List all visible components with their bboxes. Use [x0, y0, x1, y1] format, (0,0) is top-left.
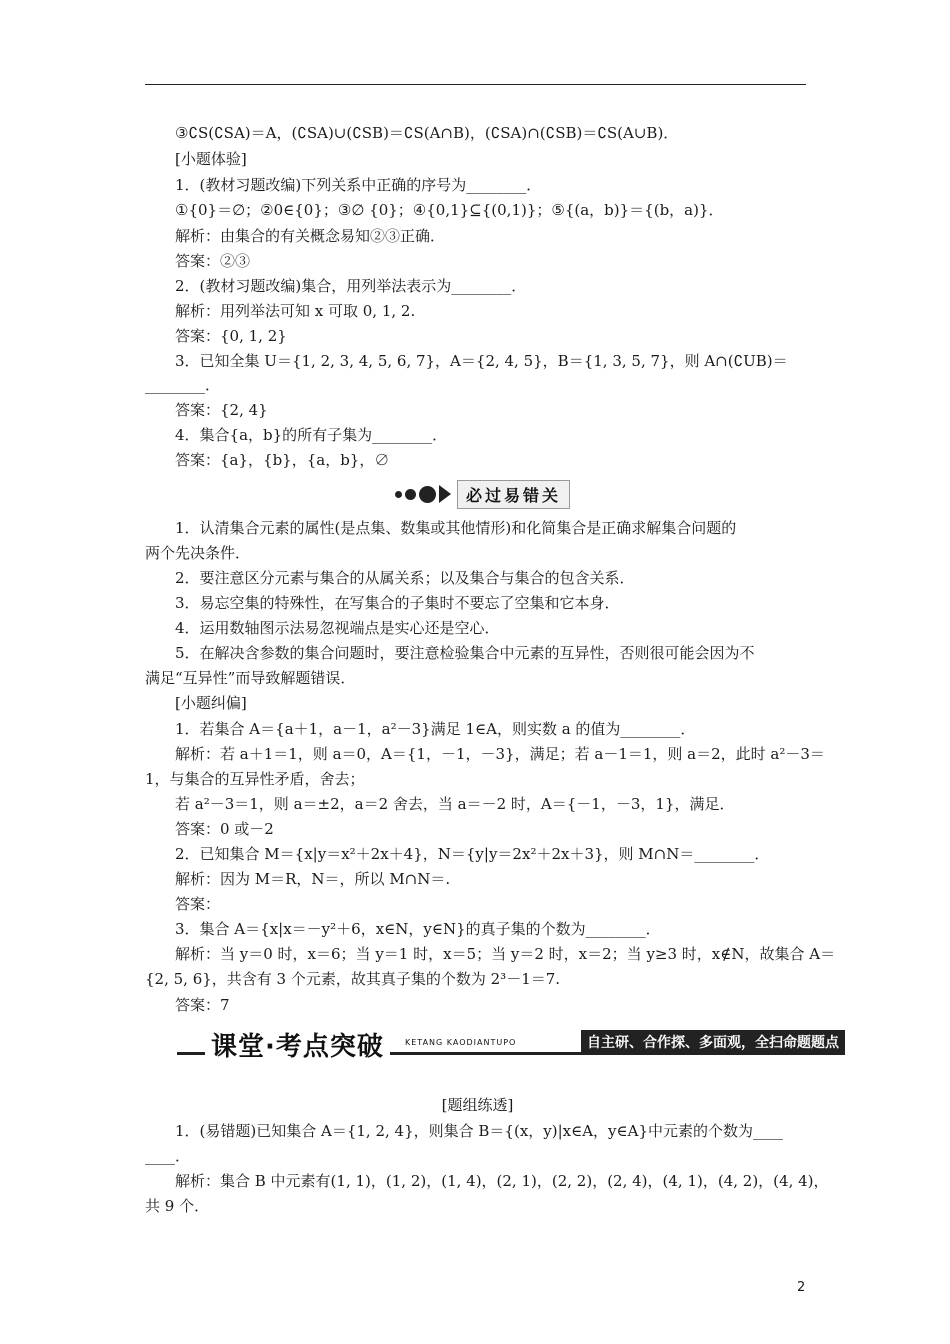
answer: 答案：7 [175, 996, 230, 1014]
solution: 解析：当 y＝0 时，x＝6；当 y＝1 时，x＝5；当 y＝2 时，x＝2；当 y≥3 时，x∉N，故集合 A＝ [175, 945, 836, 963]
solution: 解析：若 a＋1＝1，则 a＝0，A＝{1，－1，－3}，满足；若 a－1＝1，则 a＝2，此时 a²－3＝ [175, 745, 825, 763]
dot-icon [419, 486, 436, 503]
text-line: 2．要注意区分元素与集合的从属关系；以及集合与集合的包含关系． [175, 569, 635, 587]
solution: 若 a²－3＝1，则 a＝±2，a＝2 舍去，当 a＝－2 时，A＝{－1，－3，1}，满足． [175, 795, 735, 813]
question: 2．已知集合 M＝{x|y＝x²＋2x＋4}，N＝{y|y＝2x²＋2x＋3}，则 M∩N＝________． [175, 845, 770, 863]
solution: 解析：因为 M＝R，N＝，所以 M∩N＝. [175, 870, 451, 888]
answer: 答案：{a}，{b}，{a，b}，∅ [175, 451, 390, 469]
question: 1．(教材习题改编)下列关系中正确的序号为________． [175, 176, 542, 194]
section-heading: [题组练透] [441, 1096, 514, 1114]
solution-cont: 共 9 个． [145, 1197, 210, 1215]
question-cont: ________． [145, 376, 221, 394]
solution: 解析：用列举法可知 x 可取 0, 1, 2. [175, 302, 416, 320]
error-section-banner [395, 481, 570, 507]
solution-cont: {2, 5, 6}，共含有 3 个元素，故其真子集的个数为 2³－1＝7. [145, 970, 561, 988]
text-line: ③∁S(∁SA)＝A，(∁SA)∪(∁SB)＝∁S(A∩B)，(∁SA)∩(∁SB)＝∁S(A∪B)． [175, 124, 679, 142]
text-line: 满足“互异性”而导致解题错误． [145, 669, 356, 687]
answer: 答案：{0, 1, 2} [175, 327, 287, 345]
question: 2．(教材习题改编)集合，用列举法表示为________． [175, 277, 527, 295]
classroom-banner [177, 1028, 845, 1060]
solution: 解析：由集合的有关概念易知②③正确． [175, 227, 446, 245]
question-cont: ____． [145, 1147, 191, 1165]
text-line: 5．在解决含参数的集合问题时，要注意检验集合中元素的互异性，否则很可能会因为不 [175, 644, 755, 662]
banner-title: 必过易错关 [457, 480, 570, 509]
answer: 答案：{2, 4} [175, 401, 268, 419]
solution-cont: 1，与集合的互异性矛盾，舍去； [145, 770, 365, 788]
text-line: 1．认清集合元素的属性(是点集、数集或其他情形)和化简集合是正确求解集合问题的 [175, 519, 737, 537]
banner-title: 课堂·考点突破 [205, 1026, 390, 1063]
question: 3．集合 A＝{x|x＝－y²＋6，x∈N，y∈N}的真子集的个数为________． [175, 920, 661, 938]
question: 4．集合{a，b}的所有子集为________． [175, 426, 448, 444]
section-heading: [小题纠偏] [175, 694, 247, 712]
question: 1．若集合 A＝{a＋1，a－1，a²－3}满足 1∈A，则实数 a 的值为________． [175, 720, 696, 738]
text-line: 4．运用数轴图示法易忽视端点是实心还是空心． [175, 619, 500, 637]
question: 3．已知全集 U＝{1, 2, 3, 4, 5, 6, 7}，A＝{2, 4, 5}，B＝{1, 3, 5, 7}，则 A∩(∁UB)＝ [175, 352, 788, 370]
text-line: 两个先决条件． [145, 544, 251, 562]
text-line: 3．易忘空集的特殊性，在写集合的子集时不要忘了空集和它本身． [175, 594, 620, 612]
banner-slogan: 自主研、合作探、多面观，全扫命题题点 [581, 1030, 845, 1054]
header-rule [145, 84, 806, 85]
answer: 答案：0 或－2 [175, 820, 274, 838]
answer: 答案：②③ [175, 252, 251, 270]
question: 1．(易错题)已知集合 A＝{1, 2, 4}，则集合 B＝{(x，y)|x∈A，y∈A}中元素的个数为____ [175, 1122, 784, 1140]
solution: 解析：集合 B 中元素有(1, 1)，(1, 2)，(1, 4)，(2, 1)，(2, 2)，(2, 4)，(4, 1)，(4, 2)，(4, 4)， [175, 1172, 829, 1190]
page-number: 2 [797, 1280, 806, 1295]
arrow-icon [439, 485, 451, 503]
answer: 答案： [175, 895, 221, 913]
dot-icon [395, 491, 402, 498]
section-heading: [小题体验] [175, 150, 247, 168]
text-line: ①{0}＝∅；②0∈{0}；③∅ {0}；④{0,1}⊆{(0,1)}；⑤{(a，b)}＝{(b，a)}． [175, 201, 724, 219]
banner-pinyin: KETANG KAODIANTUPO [405, 1038, 517, 1047]
dot-icon [405, 489, 416, 500]
